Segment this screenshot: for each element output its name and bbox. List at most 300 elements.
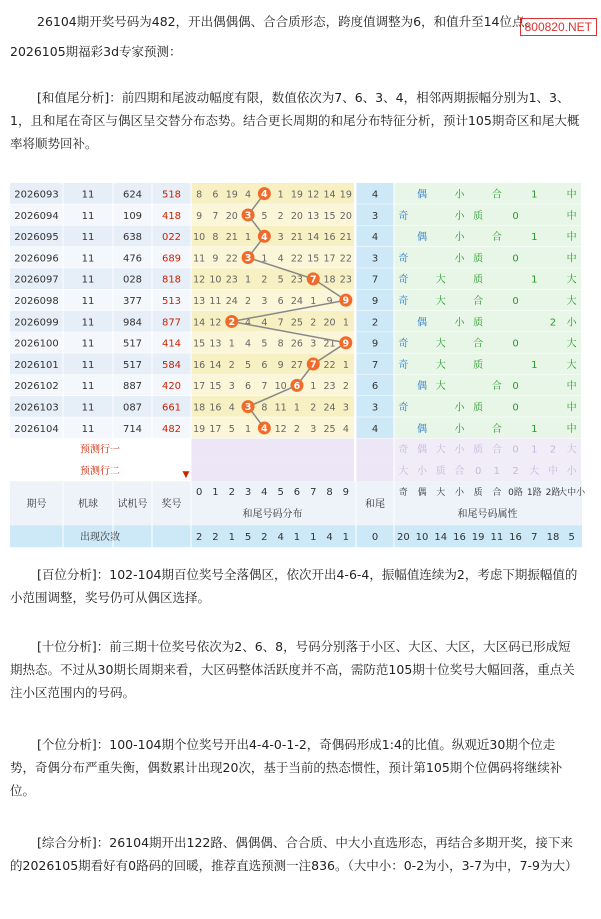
- trend-chart: [10, 181, 586, 544]
- hit-ball-label: 3: [244, 253, 252, 265]
- cell-dist: 18: [323, 274, 336, 286]
- hit-ball-label: 4: [261, 189, 268, 201]
- cell-tail: 7: [371, 274, 379, 286]
- cell-dist: 9: [212, 253, 219, 265]
- cell-prize: 818: [161, 274, 182, 286]
- forecast-attr-token: 0: [474, 465, 482, 477]
- forecast-attr-token: 大: [529, 465, 540, 477]
- cell-prize: 418: [161, 210, 182, 222]
- hit-ball-label: 6: [293, 380, 301, 392]
- cell-period: 2026096: [14, 253, 59, 265]
- forecast-attr-token: 2: [549, 444, 557, 456]
- forecast-attr-token: 偶: [417, 444, 428, 456]
- cell-ball: 11: [81, 402, 95, 414]
- count-digit: 2: [195, 532, 203, 544]
- cell-dist: 6: [212, 189, 219, 201]
- cell-attr: 奇: [398, 296, 409, 307]
- cell-attr: 奇: [398, 274, 409, 286]
- cell-attr: 大: [435, 359, 446, 371]
- cell-dist: 23: [323, 381, 336, 393]
- cell-attr: 偶: [417, 423, 428, 435]
- cell-dist: 5: [228, 423, 235, 435]
- cell-ball: 11: [81, 317, 95, 329]
- trend-chart-svg: [10, 181, 586, 544]
- header-dist-title: 和尾号码分布: [242, 509, 303, 521]
- cell-dist: 13: [307, 210, 320, 222]
- cell-dist: 1: [245, 423, 252, 435]
- row-bg-attr: [394, 247, 581, 268]
- cell-attr: 中: [566, 210, 577, 222]
- cell-dist: 1: [310, 296, 317, 307]
- cell-period: 2026099: [14, 317, 59, 329]
- cell-dist: 20: [339, 210, 352, 222]
- cell-attr: 奇: [398, 338, 409, 350]
- cell-test: 714: [122, 423, 143, 435]
- cell-period: 2026100: [14, 338, 59, 350]
- row-bg-attr: [394, 332, 581, 353]
- cell-attr: 中: [566, 232, 577, 244]
- cell-dist: 17: [209, 423, 222, 435]
- forecast-attr-token: 1: [493, 465, 501, 477]
- cell-prize: 420: [161, 381, 182, 393]
- cell-dist: 4: [228, 402, 235, 414]
- cell-dist: 1: [245, 274, 252, 286]
- cell-test: 109: [122, 210, 143, 222]
- cell-dist: 10: [193, 232, 206, 244]
- cell-attr: 中: [566, 423, 577, 435]
- cell-dist: 11: [209, 296, 222, 307]
- cell-dist: 22: [290, 253, 303, 265]
- cell-attr: 小: [454, 402, 465, 414]
- cell-dist: 19: [339, 189, 352, 201]
- cell-ball: 11: [81, 253, 95, 265]
- cell-attr: 大: [435, 338, 446, 350]
- cell-dist: 4: [261, 317, 268, 329]
- count-attr: 7: [531, 532, 538, 544]
- cell-attr: 质: [473, 402, 484, 414]
- cell-dist: 9: [196, 210, 203, 222]
- cell-period: 2026098: [14, 296, 59, 307]
- cell-dist: 17: [193, 381, 206, 393]
- cell-attr: 质: [473, 274, 484, 286]
- cell-attr: 1: [531, 359, 538, 371]
- cell-dist: 20: [290, 210, 303, 222]
- header-digit: 8: [326, 487, 333, 499]
- header-attr-label: 小: [454, 488, 464, 499]
- forecast-label: 预测行二: [80, 465, 120, 477]
- cell-dist: 3: [228, 381, 235, 393]
- forecast-bg-tail: [356, 460, 394, 481]
- cell-dist: 21: [225, 232, 238, 244]
- cell-dist: 8: [261, 402, 268, 414]
- cell-period: 2026095: [14, 232, 59, 244]
- cell-dist: 1: [293, 402, 300, 414]
- cell-dist: 26: [290, 338, 303, 350]
- cell-attr: 质: [473, 210, 484, 222]
- cell-test: 476: [122, 253, 143, 265]
- cell-dist: 4: [277, 253, 284, 265]
- cell-period: 2026103: [14, 402, 59, 414]
- cell-dist: 5: [245, 359, 252, 371]
- cell-dist: 2: [261, 274, 268, 286]
- cell-attr: 中: [566, 381, 577, 393]
- cell-attr: 大: [566, 359, 577, 371]
- cell-attr: 奇: [398, 210, 409, 222]
- cell-attr: 合: [491, 423, 502, 435]
- cell-dist: 23: [225, 274, 238, 286]
- forecast-arrow-icon: ▼: [182, 470, 190, 481]
- count-attr: 14: [434, 532, 448, 544]
- cell-dist: 14: [193, 317, 206, 329]
- cell-attr: 小: [454, 210, 465, 222]
- cell-dist: 7: [261, 381, 268, 393]
- cell-test: 517: [122, 338, 143, 350]
- cell-dist: 21: [323, 338, 336, 350]
- cell-dist: 15: [193, 338, 206, 350]
- count-digit: 4: [326, 532, 333, 544]
- cell-attr: 中: [566, 189, 577, 201]
- header-attr-label: 大中小: [558, 488, 586, 499]
- forecast-bg-dist: [191, 460, 354, 481]
- header-tail: 和尾: [365, 499, 385, 511]
- site-watermark: 800820.NET: [520, 18, 597, 36]
- cell-dist: 10: [274, 381, 287, 393]
- header-test: 试机号: [117, 499, 148, 511]
- cell-dist: 17: [323, 253, 336, 265]
- cell-attr: 0: [512, 210, 519, 222]
- cell-test: 887: [122, 381, 143, 393]
- header-prize: 奖号: [161, 499, 182, 511]
- forecast-attr-token: 大: [566, 444, 577, 456]
- intro-line1: 26104期开奖号码为482，开出偶偶偶、合合质形态，跨度值调整为6，和值升至14位点。: [37, 14, 537, 29]
- count-attr: 11: [490, 532, 504, 544]
- hit-ball-label: 7: [309, 359, 317, 371]
- cell-attr: 小: [454, 253, 465, 265]
- cell-dist: 19: [193, 423, 206, 435]
- count-digit: 1: [293, 532, 301, 544]
- cell-tail: 6: [371, 381, 379, 393]
- count-digit: 4: [277, 532, 284, 544]
- cell-dist: 4: [342, 423, 349, 435]
- header-digit: 7: [310, 487, 317, 499]
- cell-attr: 质: [473, 317, 484, 329]
- cell-dist: 5: [277, 274, 284, 286]
- header-attr-label: 0路: [508, 488, 523, 499]
- cell-dist: 3: [261, 296, 268, 307]
- cell-dist: 23: [290, 274, 303, 286]
- cell-ball: 11: [81, 210, 95, 222]
- cell-attr: 大: [435, 274, 446, 286]
- forecast-attr-token: 合: [491, 444, 502, 456]
- count-digit: 1: [342, 532, 350, 544]
- cell-attr: 0: [512, 381, 519, 393]
- header-digit: 3: [244, 487, 252, 499]
- cell-tail: 4: [371, 232, 379, 244]
- intro-line2: 2026105期福彩3d专家预测：: [10, 44, 182, 59]
- cell-period: 2026094: [14, 210, 59, 222]
- cell-attr: 大: [435, 296, 446, 307]
- cell-dist: 25: [323, 423, 336, 435]
- cell-attr: 0: [512, 253, 519, 265]
- cell-dist: 1: [228, 338, 235, 350]
- cell-dist: 3: [310, 338, 317, 350]
- hit-ball-label: 3: [244, 402, 252, 414]
- count-digit: 1: [310, 532, 317, 544]
- cell-attr: 偶: [417, 317, 428, 329]
- count-digit: 5: [244, 532, 252, 544]
- cell-prize: 661: [161, 402, 182, 414]
- cell-dist: 4: [245, 189, 252, 201]
- row-bg-attr: [394, 396, 581, 417]
- cell-attr: 2: [549, 317, 557, 329]
- cell-dist: 4: [245, 338, 252, 350]
- cell-dist: 12: [274, 423, 287, 435]
- header-digit: 1: [212, 487, 219, 499]
- cell-dist: 27: [290, 359, 303, 371]
- count-digit: 2: [261, 532, 268, 544]
- cell-dist: 14: [323, 189, 336, 201]
- hit-ball-label: 4: [261, 231, 268, 243]
- cell-test: 984: [122, 317, 143, 329]
- cell-attr: 质: [473, 253, 484, 265]
- cell-dist: 3: [342, 402, 349, 414]
- cell-test: 377: [122, 296, 143, 307]
- header-ball: 机球: [78, 499, 98, 511]
- row-bg-attr: [394, 268, 581, 289]
- cell-dist: 25: [290, 317, 303, 329]
- hit-ball-label: 2: [228, 316, 236, 328]
- cell-dist: 13: [209, 338, 222, 350]
- cell-period: 2026101: [14, 359, 59, 371]
- cell-ball: 11: [81, 296, 95, 307]
- cell-period: 2026097: [14, 274, 59, 286]
- cell-dist: 20: [225, 210, 238, 222]
- forecast-attr-token: 大: [435, 444, 446, 456]
- cell-dist: 24: [290, 296, 303, 307]
- cell-dist: 8: [196, 189, 203, 201]
- cell-attr: 合: [491, 381, 502, 393]
- header-attr-label: 偶: [417, 488, 427, 499]
- cell-ball: 11: [81, 189, 95, 201]
- cell-dist: 2: [310, 317, 317, 329]
- cell-dist: 21: [290, 232, 303, 244]
- cell-ball: 11: [81, 381, 95, 393]
- cell-attr: 小: [454, 189, 465, 201]
- cell-dist: 22: [323, 359, 336, 371]
- hit-ball-label: 9: [342, 338, 350, 350]
- cell-dist: 23: [339, 274, 352, 286]
- cell-attr: 奇: [398, 359, 409, 371]
- cell-dist: 14: [209, 359, 222, 371]
- cell-attr: 小: [454, 232, 465, 244]
- header-attr-label: 质: [473, 488, 483, 499]
- cell-dist: 19: [225, 189, 238, 201]
- cell-dist: 2: [277, 210, 284, 222]
- cell-dist: 11: [274, 402, 287, 414]
- row-bg-attr: [394, 290, 581, 311]
- cell-ball: 11: [81, 274, 95, 286]
- cell-dist: 2: [245, 296, 252, 307]
- cell-dist: 15: [323, 210, 336, 222]
- cell-tail: 9: [371, 296, 379, 307]
- header-attr-label: 1路: [526, 488, 542, 499]
- cell-period: 2026093: [14, 189, 59, 201]
- count-digit: 1: [228, 532, 235, 544]
- cell-dist: 15: [209, 381, 222, 393]
- sum-tail-analysis: [和值尾分析]：前四期和尾波动幅度有限，数值依次为7、6、3、4，相邻两期振幅分别为1、3、1，且和尾在奇区与偶区呈交替分布态势。结合更长周期的和尾分布特征分析，预计105期奇区和尾大概率将顺势回补。: [10, 90, 580, 151]
- count-attr: 5: [568, 532, 575, 544]
- cell-dist: 9: [326, 296, 333, 307]
- cell-attr: 1: [531, 423, 538, 435]
- header-digit: 5: [277, 487, 284, 499]
- cell-prize: 414: [161, 338, 182, 350]
- cell-dist: 4: [245, 317, 252, 329]
- cell-tail: 9: [371, 338, 379, 350]
- hit-ball-label: 4: [261, 423, 268, 435]
- cell-period: 2026104: [14, 423, 59, 435]
- cell-prize: 482: [161, 423, 182, 435]
- cell-test: 638: [122, 232, 143, 244]
- count-digit: 2: [212, 532, 219, 544]
- cell-attr: 1: [531, 274, 538, 286]
- cell-attr: 奇: [398, 402, 409, 414]
- cell-dist: 16: [193, 359, 206, 371]
- cell-ball: 11: [81, 232, 95, 244]
- count-attr: 10: [415, 532, 429, 544]
- cell-attr: 偶: [417, 189, 428, 201]
- cell-dist: 18: [193, 402, 206, 414]
- header-attr-label: 2路: [545, 488, 561, 499]
- cell-attr: 0: [512, 402, 519, 414]
- cell-attr: 偶: [417, 381, 428, 393]
- header-attr-title: 和尾号码属性: [457, 509, 518, 521]
- cell-attr: 0: [512, 338, 519, 350]
- row-bg-attr: [394, 204, 581, 225]
- hit-ball-label: 9: [342, 295, 350, 307]
- cell-dist: 2: [293, 423, 300, 435]
- forecast-attr-token: 2: [512, 465, 519, 477]
- cell-test: 624: [122, 189, 143, 201]
- cell-ball: 11: [81, 338, 95, 350]
- cell-dist: 10: [209, 274, 222, 286]
- count-attr: 16: [509, 532, 522, 544]
- cell-dist: 8: [212, 232, 219, 244]
- header-attr-label: 奇: [398, 488, 408, 499]
- hundreds-analysis: [百位分析]：102-104期百位奖号全落偶区，依次开出4-6-4，振幅值连续为2，考虑下期振幅值的小范围调整，奖号仍可从偶区选择。: [10, 567, 578, 605]
- forecast-attr-token: 大: [398, 465, 409, 477]
- cell-dist: 1: [342, 359, 349, 371]
- cell-attr: 偶: [417, 232, 428, 244]
- cell-dist: 2: [342, 381, 349, 393]
- cell-dist: 2: [310, 402, 317, 414]
- cell-dist: 13: [193, 296, 206, 307]
- forecast-attr-token: 1: [531, 444, 538, 456]
- cell-dist: 2: [228, 359, 235, 371]
- cell-attr: 大: [566, 274, 577, 286]
- summary-analysis: [综合分析]：26104期开出122路、偶偶偶、合合质、中大小直选形态，再结合多期开奖，接下来的2026105期看好有0路码的回暖，推荐直选预测一注836。（大中小：0-2为小，3-7为中，7-9为大）: [10, 835, 578, 873]
- header-digit: 9: [342, 487, 350, 499]
- cell-tail: 3: [371, 210, 379, 222]
- cell-prize: 513: [161, 296, 182, 307]
- count-attr: 19: [471, 532, 485, 544]
- cell-dist: 24: [225, 296, 238, 307]
- cell-prize: 584: [161, 359, 182, 371]
- forecast-attr-token: 小: [566, 465, 577, 477]
- cell-dist: 5: [261, 338, 268, 350]
- cell-dist: 22: [225, 253, 238, 265]
- forecast-bg-tail: [356, 439, 394, 460]
- cell-attr: 小: [454, 317, 465, 329]
- cell-dist: 11: [193, 253, 206, 265]
- header-digit: 6: [293, 487, 301, 499]
- count-attr: 20: [396, 532, 410, 544]
- cell-test: 028: [122, 274, 143, 286]
- cell-dist: 1: [310, 381, 317, 393]
- cell-period: 2026102: [14, 381, 59, 393]
- cell-dist: 1: [277, 189, 284, 201]
- cell-tail: 3: [371, 402, 379, 414]
- hit-ball-label: 3: [244, 210, 252, 222]
- header-attr-label: 大: [436, 488, 446, 499]
- cell-dist: 12: [209, 317, 222, 329]
- header-digit: 2: [228, 487, 235, 499]
- cell-attr: 大: [435, 381, 446, 393]
- forecast-attr-token: 合: [454, 465, 465, 477]
- cell-attr: 大: [566, 338, 577, 350]
- cell-dist: 15: [307, 253, 320, 265]
- cell-dist: 7: [277, 317, 284, 329]
- count-tail: 0: [371, 532, 379, 544]
- cell-attr: 中: [566, 402, 577, 414]
- cell-test: 517: [122, 359, 143, 371]
- cell-tail: 3: [371, 253, 379, 265]
- cell-dist: 24: [323, 402, 336, 414]
- forecast-attr-token: 小: [454, 444, 465, 456]
- forecast-bg-dist: [191, 439, 354, 460]
- forecast-attr-token: 小: [417, 465, 428, 477]
- cell-tail: 4: [371, 189, 379, 201]
- cell-dist: 6: [277, 296, 284, 307]
- cell-dist: 1: [261, 253, 268, 265]
- cell-attr: 合: [473, 296, 484, 307]
- tens-analysis: [十位分析]：前三期十位奖号依次为2、6、8，号码分别落于小区、大区、大区，大区码已形成短期热态。不过从30期长周期来看，大区码整体活跃度并不高，需防范105期十位奖号大幅回落，重点关注小区范围内的号码。: [10, 639, 575, 700]
- header-period: 期号: [26, 499, 47, 511]
- cell-dist: 19: [290, 189, 303, 201]
- cell-attr: 奇: [398, 253, 409, 265]
- cell-attr: 1: [531, 232, 538, 244]
- cell-dist: 16: [323, 232, 336, 244]
- cell-dist: 14: [307, 232, 320, 244]
- cell-prize: 877: [161, 317, 182, 329]
- forecast-label: 预测行一: [80, 444, 120, 456]
- cell-dist: 9: [277, 359, 284, 371]
- cell-dist: 5: [261, 210, 268, 222]
- cell-dist: 12: [307, 189, 320, 201]
- cell-attr: 合: [491, 189, 502, 201]
- cell-dist: 20: [323, 317, 336, 329]
- count-label: 出现次数: [80, 532, 120, 544]
- forecast-attr-token: 奇: [398, 444, 409, 456]
- header-attr-label: 合: [492, 488, 502, 499]
- cell-attr: 质: [473, 359, 484, 371]
- cell-dist: 6: [245, 381, 252, 393]
- cell-attr: 大: [566, 296, 577, 307]
- cell-dist: 8: [277, 338, 284, 350]
- cell-dist: 1: [245, 232, 252, 244]
- forecast-attr-token: 质: [435, 465, 446, 477]
- cell-attr: 合: [473, 338, 484, 350]
- forecast-attr-token: 质: [473, 444, 484, 456]
